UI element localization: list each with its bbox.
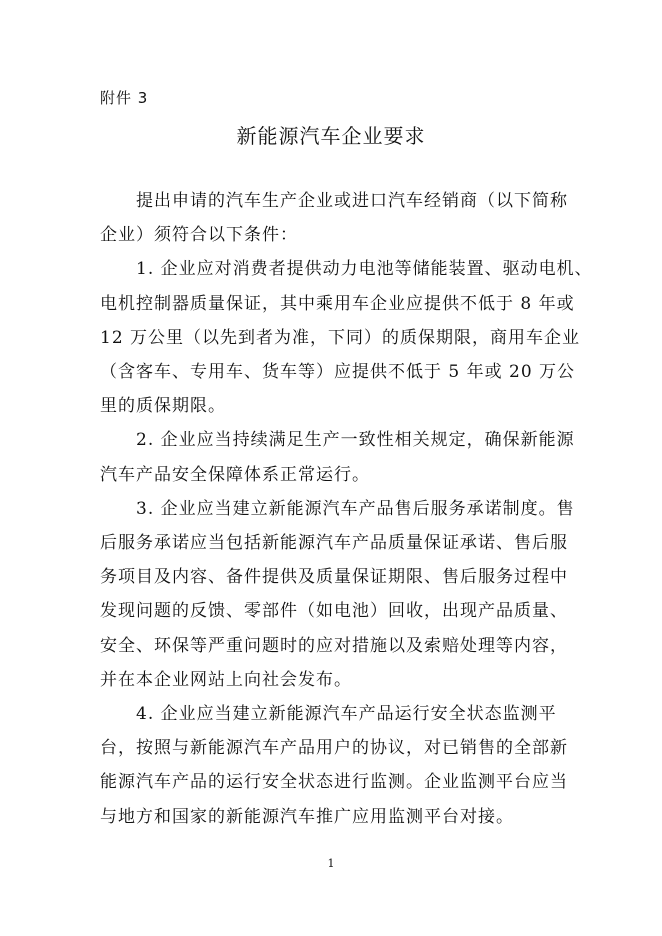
paragraph-line: 12 万公里（以先到者为准，下同）的质保期限，商用车企业	[100, 327, 581, 348]
paragraph-requirement-2	[100, 423, 575, 491]
paragraph-line: 与地方和国家的新能源汽车推广应用监测平台对接。	[100, 806, 514, 827]
paragraph-line: 里的质保期限。	[100, 396, 226, 417]
paragraph-line: 企业）须符合以下条件：	[100, 225, 298, 246]
paragraph-line: 务项目及内容、备件提供及质量保证期限、售后服务过程中	[100, 567, 568, 588]
paragraph-requirement-3	[100, 492, 575, 697]
paragraph-line: 提出申请的汽车生产企业或进口汽车经销商（以下简称	[136, 191, 568, 211]
document-body	[100, 184, 593, 834]
attachment-label: 附件 3	[100, 89, 149, 107]
page-number: 1	[327, 857, 335, 870]
paragraph-line: 4. 企业应当建立新能源汽车产品运行安全状态监测平	[136, 704, 557, 725]
paragraph-line: （含客车、专用车、货车等）应提供不低于 5 年或 20 万公	[100, 362, 576, 383]
paragraph-line: 后服务承诺应当包括新能源汽车产品质量保证承诺、售后服	[100, 533, 568, 554]
paragraph-line: 安全、环保等严重问题时的应对措施以及索赔处理等内容，	[100, 635, 568, 656]
paragraph-requirement-4	[100, 697, 570, 834]
paragraph-line: 电机控制器质量保证，其中乘用车企业应提供不低于 8 年或	[100, 293, 575, 314]
paragraph-line: 台，按照与新能源汽车产品用户的协议，对已销售的全部新	[100, 738, 568, 759]
paragraph-intro	[100, 184, 570, 252]
document-title: 新能源汽车企业要求	[236, 124, 426, 148]
paragraph-line: 3. 企业应当建立新能源汽车产品售后服务承诺制度。售	[136, 498, 575, 519]
paragraph-line: 2. 企业应当持续满足生产一致性相关规定，确保新能源	[136, 430, 575, 451]
paragraph-line: 汽车产品安全保障体系正常运行。	[100, 464, 370, 485]
paragraph-line: 能源汽车产品的运行安全状态进行监测。企业监测平台应当	[100, 772, 568, 793]
paragraph-line: 并在本企业网站上向社会发布。	[100, 669, 352, 690]
paragraph-line: 1. 企业应对消费者提供动力电池等储能装置、驱动电机、	[136, 259, 593, 280]
paragraph-requirement-1	[100, 252, 593, 423]
paragraph-line: 发现问题的反馈、零部件（如电池）回收，出现产品质量、	[100, 601, 568, 622]
